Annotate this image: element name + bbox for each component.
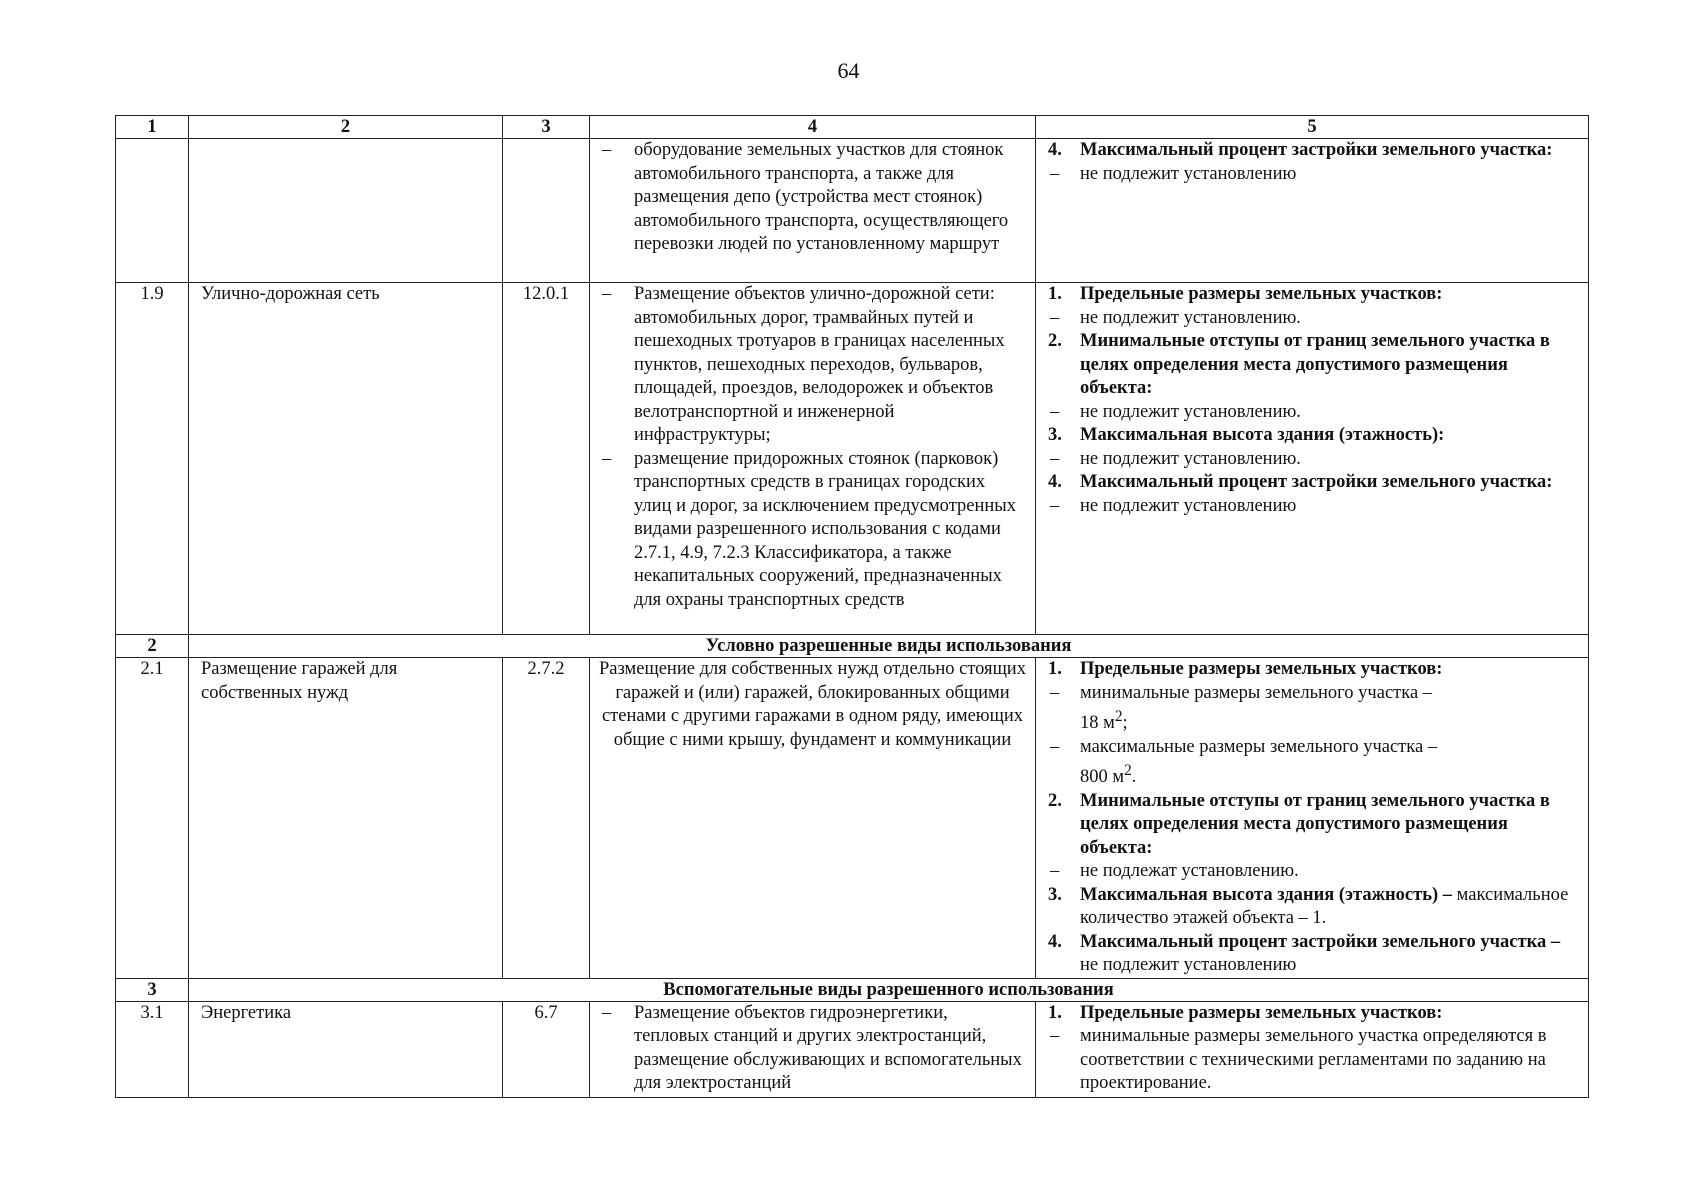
- use-description: [590, 1001, 1036, 1097]
- item-number: 1.: [1048, 1002, 1062, 1023]
- use-parameters: [1036, 283, 1589, 635]
- dash-item: [1046, 736, 1580, 790]
- use-description: [590, 283, 1036, 635]
- numbered-item: [1046, 283, 1580, 307]
- dash-item: [598, 448, 1027, 613]
- item-heading: [1080, 790, 1580, 861]
- dash-item: [598, 1002, 1027, 1096]
- item-heading-bold: Максимальная высота здания (этажность):: [1080, 425, 1445, 445]
- use-name: [189, 139, 503, 283]
- item-number: 3.: [1048, 425, 1062, 445]
- section-number: 2: [116, 635, 189, 658]
- use-code: [503, 139, 590, 283]
- header-cell-1: 1: [116, 116, 189, 139]
- dash-text-main: не подлежит установлению.: [1080, 401, 1301, 422]
- dash-item: [1046, 495, 1580, 519]
- dash-item: [1046, 163, 1580, 187]
- item-heading: [1080, 424, 1580, 448]
- dash-text: [1080, 860, 1580, 884]
- numbered-item: [1046, 330, 1580, 401]
- item-heading: [1080, 139, 1580, 163]
- dash-text: [1080, 401, 1580, 425]
- use-name: Улично-дорожная сеть: [189, 283, 503, 635]
- item-heading-plain: максимальное количество этажей объекта – 1.: [1080, 884, 1569, 929]
- use-code: 12.0.1: [503, 283, 590, 635]
- dash-text: [1080, 1025, 1580, 1096]
- header-cell-5: 5: [1036, 116, 1589, 139]
- dash-text-main: не подлежит установлению.: [1080, 307, 1301, 328]
- section-title: Условно разрешенные виды использования: [189, 635, 1589, 658]
- item-number: 4.: [1048, 140, 1062, 160]
- item-heading-bold: Максимальный процент застройки земельного участка:: [1080, 472, 1553, 492]
- use-name: Энергетика: [189, 1001, 503, 1097]
- dash-marker: –: [1050, 401, 1060, 422]
- dash-text-main: минимальные размеры земельного участка определяются в соответствии с техническими регламентами по заданию на проектирование.: [1080, 1026, 1547, 1094]
- dash-text: [1080, 163, 1580, 187]
- numbered-item: [1046, 790, 1580, 861]
- dash-item: [1046, 448, 1580, 472]
- item-heading: [1080, 471, 1580, 495]
- item-number: 4.: [1048, 472, 1062, 492]
- item-heading-bold: Максимальная высота здания (этажность) –: [1080, 884, 1453, 905]
- dash-marker: –: [1050, 448, 1060, 469]
- section-row: [116, 978, 1589, 1001]
- dash-text: [1080, 736, 1580, 790]
- dash-text: [1080, 495, 1580, 519]
- row-number: [116, 139, 189, 283]
- area-punct: .: [1131, 767, 1137, 788]
- item-number: 4.: [1048, 931, 1062, 952]
- row-number: 3.1: [116, 1001, 189, 1097]
- numbered-item: [1046, 424, 1580, 448]
- dash-text: размещение придорожных стоянок (парковок) транспортных средств в границах городских улиц и дорог, за исключением предусмотренных видами разрешенного использования с кодами 2.7.1, 4.9, 7.2.3 Классификатора, а также некапитальных сооружений, предназначенных для охраны транспортных средств: [634, 448, 1016, 610]
- dash-marker: –: [602, 448, 612, 469]
- dash-text-main: не подлежит установлению: [1080, 163, 1297, 184]
- use-parameters: [1036, 139, 1589, 283]
- item-heading-bold: Минимальные отступы от границ земельного участка в целях определения места допустимого размещения объекта:: [1080, 331, 1550, 398]
- dash-text: оборудование земельных участков для стоянок автомобильного транспорта, а также для размещения депо (устройства мест стоянок) автомобильного транспорта, осуществляющего перевозки людей по установленному маршрут: [634, 140, 1009, 254]
- dash-text-main: не подлежат установлению.: [1080, 861, 1299, 882]
- page-number: 64: [837, 58, 860, 83]
- header-cell-3: 3: [503, 116, 590, 139]
- area-punct: ;: [1122, 713, 1128, 734]
- section-number: 3: [116, 978, 189, 1001]
- use-parameters: [1036, 658, 1589, 979]
- item-heading-bold: Минимальные отступы от границ земельного участка в целях определения места допустимого размещения объекта:: [1080, 790, 1550, 858]
- regulations-table: [115, 115, 1589, 1098]
- dash-text-main: максимальные размеры земельного участка –: [1080, 736, 1438, 757]
- dash-text: Размещение объектов гидроэнергетики, тепловых станций и других электростанций, размещение обслуживающих и вспомогательных для электростанций: [634, 1002, 1022, 1094]
- item-number: 1.: [1048, 284, 1062, 304]
- dash-marker: –: [602, 284, 612, 304]
- area-value: 18 м: [1080, 713, 1115, 734]
- item-heading-bold: Максимальный процент застройки земельного участка –: [1080, 931, 1561, 952]
- dash-text-main: не подлежит установлению: [1080, 495, 1297, 516]
- item-number: 2.: [1048, 790, 1062, 811]
- numbered-item: [1046, 139, 1580, 163]
- item-heading: [1080, 283, 1580, 307]
- numbered-item: [1046, 658, 1580, 682]
- numbered-item: [1046, 931, 1580, 978]
- area-value: 800 м: [1080, 767, 1125, 788]
- item-heading-bold: Максимальный процент застройки земельного участка:: [1080, 140, 1553, 160]
- use-name: Размещение гаражей для собственных нужд: [189, 658, 503, 979]
- dash-item: [598, 139, 1027, 257]
- row-number: 1.9: [116, 283, 189, 635]
- item-heading: [1080, 330, 1580, 401]
- item-heading: [1080, 658, 1580, 682]
- dash-marker: –: [1050, 163, 1060, 184]
- table-row: [116, 658, 1589, 979]
- item-heading-bold: Предельные размеры земельных участков:: [1080, 659, 1443, 679]
- item-heading: [1080, 931, 1580, 978]
- dash-marker: –: [1050, 861, 1060, 882]
- section-row: [116, 635, 1589, 658]
- item-number: 2.: [1048, 331, 1062, 351]
- use-description: [590, 139, 1036, 283]
- dash-marker: –: [602, 140, 612, 160]
- numbered-item: [1046, 1002, 1580, 1026]
- use-code: 6.7: [503, 1001, 590, 1097]
- use-code: 2.7.2: [503, 658, 590, 979]
- section-title: Вспомогательные виды разрешенного использования: [189, 978, 1589, 1001]
- dash-item: [1046, 1025, 1580, 1096]
- dash-marker: –: [1050, 495, 1060, 516]
- dash-marker: –: [1050, 1026, 1060, 1047]
- use-parameters: [1036, 1001, 1589, 1097]
- row-number: 2.1: [116, 658, 189, 979]
- header-row: [116, 116, 1589, 139]
- dash-item: [1046, 860, 1580, 884]
- dash-text: Размещение объектов улично-дорожной сети: автомобильных дорог, трамвайных путей и пешеходных тротуаров в границах населенных пунктов, пешеходных переходов, бульваров, площадей, проездов, велодорожек и объектов велотранспортной и инженерной инфраструктуры;: [634, 284, 1005, 445]
- table-row: [116, 1001, 1589, 1097]
- table-row: [116, 139, 1589, 283]
- item-heading: [1080, 884, 1580, 931]
- dash-marker: –: [1050, 307, 1060, 328]
- item-heading-plain: не подлежит установлению: [1080, 955, 1297, 976]
- dash-text: [1080, 682, 1580, 736]
- dash-text: [1080, 448, 1580, 472]
- item-heading-bold: Предельные размеры земельных участков:: [1080, 1002, 1443, 1023]
- dash-item: [1046, 682, 1580, 736]
- numbered-item: [1046, 471, 1580, 495]
- dash-marker: –: [602, 1002, 612, 1023]
- header-cell-2: 2: [189, 116, 503, 139]
- dash-text: [1080, 307, 1580, 331]
- dash-marker: –: [1050, 736, 1060, 757]
- item-heading: [1080, 1002, 1580, 1026]
- use-description: Размещение для собственных нужд отдельно стоящих гаражей и (или) гаражей, блокированных общими стенами с другими гаражами в одном ряду, имеющих общие с ними крышу, фундамент и коммуникации: [590, 658, 1036, 979]
- area-unit-exponent: 2: [1124, 762, 1132, 780]
- table-row: [116, 283, 1589, 635]
- item-heading-bold: Предельные размеры земельных участков:: [1080, 284, 1443, 304]
- dash-item: [1046, 401, 1580, 425]
- item-number: 1.: [1048, 659, 1062, 679]
- dash-item: [1046, 307, 1580, 331]
- header-cell-4: 4: [590, 116, 1036, 139]
- dash-marker: –: [1050, 682, 1060, 703]
- numbered-item: [1046, 884, 1580, 931]
- area-unit-exponent: 2: [1114, 708, 1123, 725]
- item-number: 3.: [1048, 884, 1062, 905]
- dash-text-main: не подлежит установлению.: [1080, 448, 1301, 469]
- dash-item: [598, 283, 1027, 448]
- dash-text-main: минимальные размеры земельного участка –: [1080, 682, 1433, 703]
